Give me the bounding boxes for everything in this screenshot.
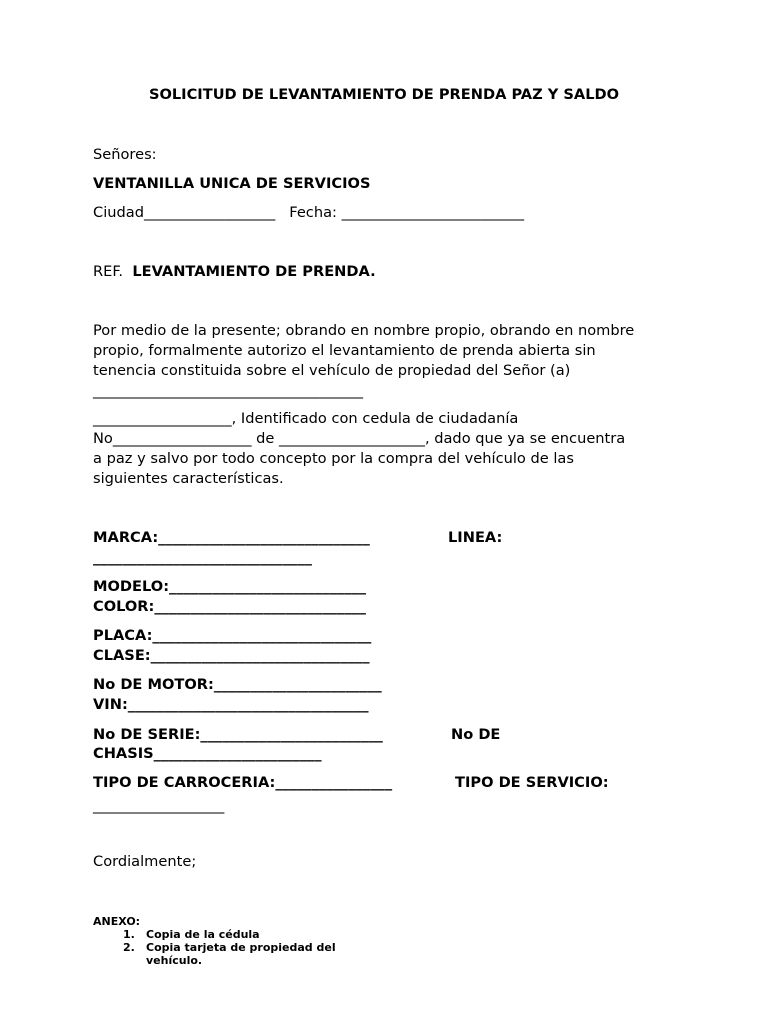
annex-item <box>123 954 202 967</box>
annex-item-text: vehículo. <box>146 954 203 967</box>
reference-text: LEVANTAMIENTO DE PRENDA. <box>132 263 376 280</box>
field-servicio-blank: __________________ <box>93 797 225 814</box>
annex-item <box>123 928 260 941</box>
field-clase: CLASE:______________________________ <box>93 647 370 664</box>
field-color: COLOR:_____________________________ <box>93 598 366 615</box>
body-line: No___________________ de ____________________, dado que ya se encuentra <box>93 430 626 447</box>
field-placa: PLACA:______________________________ <box>93 627 372 644</box>
field-carroceria: TIPO DE CARROCERIA:________________ <box>93 774 393 791</box>
field-linea-blank: ______________________________ <box>93 549 312 566</box>
field-serie: No DE SERIE:_________________________ <box>93 726 383 743</box>
annex-heading: ANEXO: <box>93 915 141 928</box>
field-marca: MARCA:_____________________________ <box>93 529 370 546</box>
body-line: a paz y salvo por todo concepto por la compra del vehículo de las <box>93 450 574 467</box>
field-linea: LINEA: <box>448 529 503 546</box>
body-line: siguientes características. <box>93 470 284 487</box>
salutation: Señores: <box>93 146 157 163</box>
closing: Cordialmente; <box>93 853 197 870</box>
field-chasis-label: No DE <box>451 726 501 743</box>
body-line: Por medio de la presente; obrando en nombre propio, obrando en nombre <box>93 322 635 339</box>
body-line: _____________________________________ <box>93 382 363 399</box>
document-title: SOLICITUD DE LEVANTAMIENTO DE PRENDA PAZ Y SALDO <box>148 86 620 103</box>
annex-item-text: Copia tarjeta de propiedad del <box>146 941 336 954</box>
annex-item-number: 1. <box>123 928 135 941</box>
reference-label: REF. <box>93 263 124 280</box>
field-motor: No DE MOTOR:_______________________ <box>93 676 382 693</box>
recipient: VENTANILLA UNICA DE SERVICIOS <box>93 175 371 192</box>
field-chasis: CHASIS_______________________ <box>93 745 322 762</box>
annex-item <box>123 941 336 954</box>
field-vin: VIN:_________________________________ <box>93 696 369 713</box>
annex-item-number: 2. <box>123 941 135 954</box>
annex-item-text: Copia de la cédula <box>146 928 260 941</box>
body-line: ___________________, Identificado con cedula de ciudadanía <box>93 410 519 427</box>
body-line: propio, formalmente autorizo el levantamiento de prenda abierta sin <box>93 342 596 359</box>
field-modelo: MODELO:___________________________ <box>93 578 367 595</box>
field-servicio: TIPO DE SERVICIO: <box>455 774 609 791</box>
reference-line <box>93 262 376 282</box>
body-line: tenencia constituida sobre el vehículo de propiedad del Señor (a) <box>93 362 571 379</box>
city-date-line: Ciudad__________________ Fecha: _________________________ <box>93 204 524 221</box>
